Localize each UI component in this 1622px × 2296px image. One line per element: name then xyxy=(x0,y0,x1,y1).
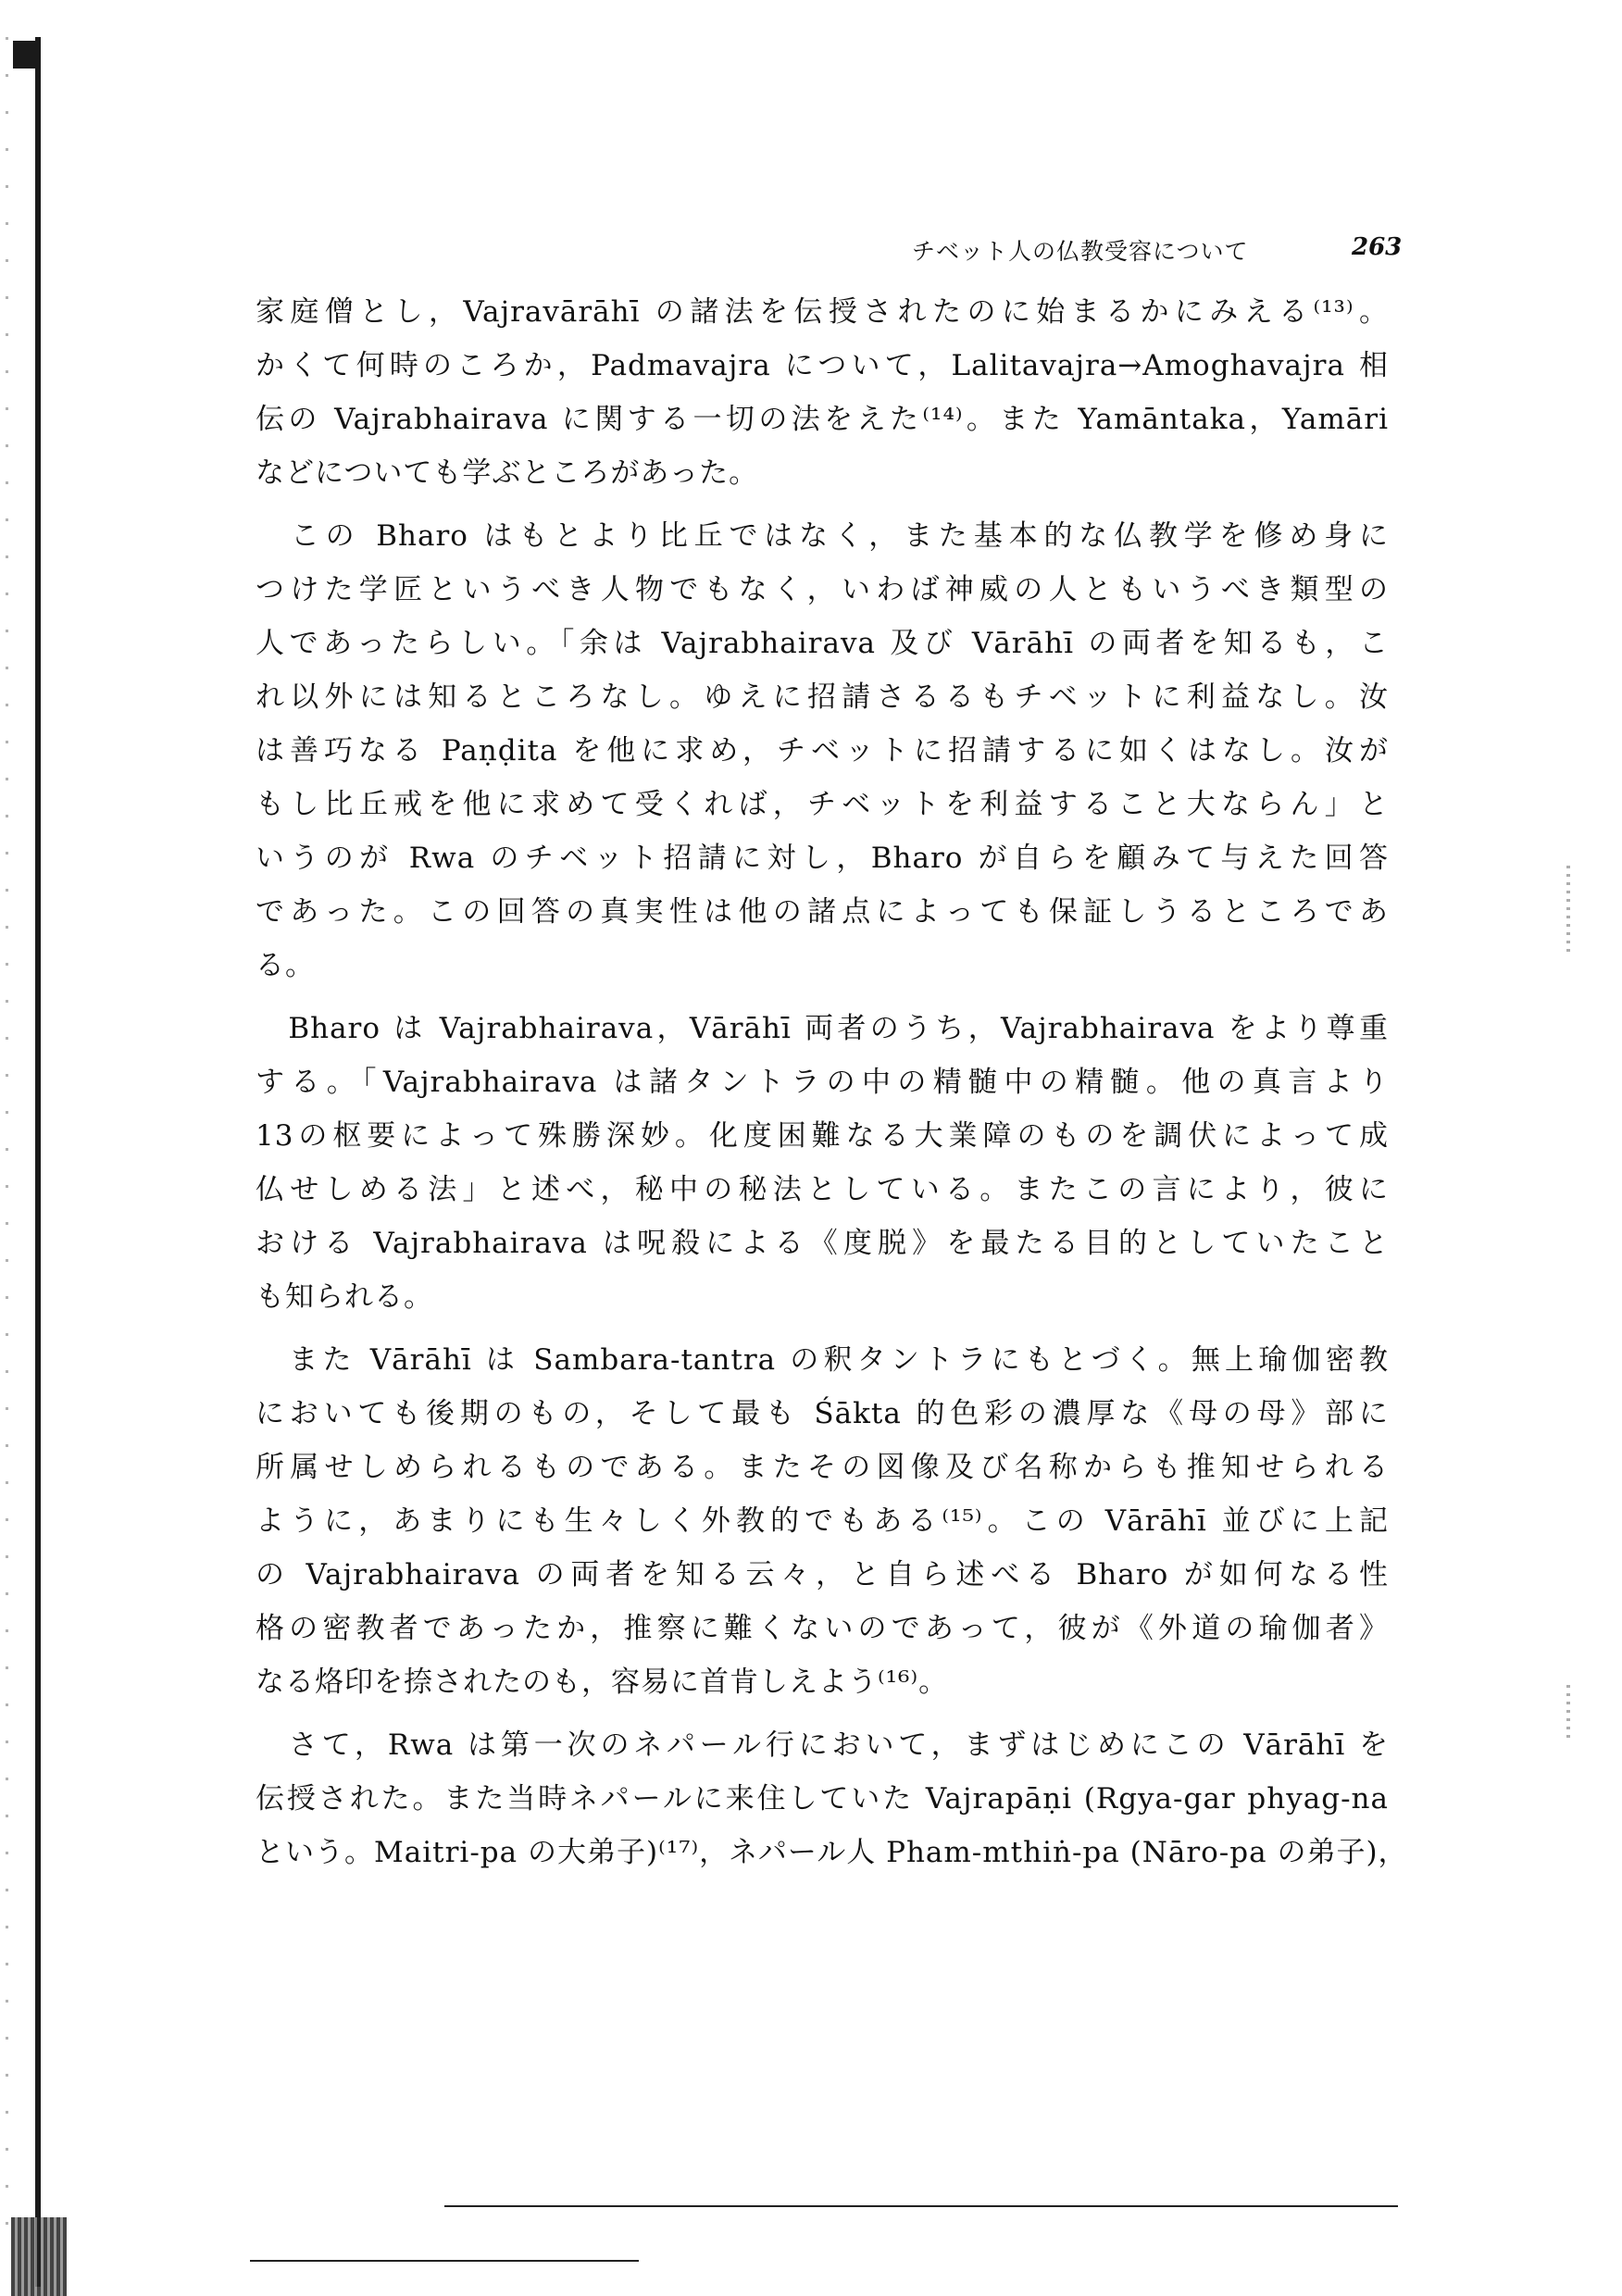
body-text xyxy=(256,285,1408,1879)
edge-speckle-1 xyxy=(1566,866,1570,954)
text-line: Bharo は Vajrabhairava，Vārāhī 両者のうち，Vajrabhairava をより尊重 xyxy=(256,1012,1389,1045)
text-line: 所属せしめられるものである。またその図像及び名称からも推知せられる xyxy=(256,1451,1389,1484)
paragraph xyxy=(256,1718,1408,1879)
text-line: かくて何時のころか，Padmavajra について，Lalitavajra→Amoghavajra 相 xyxy=(256,349,1389,382)
text-line: る。 xyxy=(256,949,315,982)
text-line: もし比丘戒を他に求めて受くれば，チベットを利益すること大ならん」と xyxy=(256,788,1389,821)
binding-edge-shadow xyxy=(35,37,41,2287)
paragraph xyxy=(256,1002,1389,1324)
text-line: さて，Rwa は第一次のネパール行において，まずはじめにこの Vārāhī を xyxy=(256,1728,1389,1762)
text-line: なる烙印を捺されたのも，容易に首肯しえよう⁽¹⁶⁾。 xyxy=(256,1666,949,1699)
text-line: 格の密教者であったか，推察に難くないのであって，彼が《外道の瑜伽者》 xyxy=(256,1612,1389,1645)
text-line: れ以外には知るところなし。ゆえに招請さるるもチベットに利益なし。汝 xyxy=(256,680,1389,714)
pen-underline-1 xyxy=(444,2205,1398,2207)
text-line: 仏せしめる法」と述べ，秘中の秘法としている。またこの言により，彼に xyxy=(256,1173,1389,1206)
text-line: 13の枢要によって殊勝深妙。化度困難なる大業障のものを調伏によって成 xyxy=(256,1119,1389,1153)
binding-edge-mark-top xyxy=(13,41,37,69)
paragraph xyxy=(256,509,1389,992)
text-line: 伝の Vajrabhairava に関する一切の法をえた⁽¹⁴⁾。また Yamāntaka，Yamāri xyxy=(256,403,1389,436)
text-line: おける Vajrabhairava は呪殺による《度脱》を最たる目的としていたこと xyxy=(256,1227,1389,1260)
binding-edge-dots xyxy=(6,37,8,2259)
text-line: においても後期のもの，そして最も Śākta 的色彩の濃厚な《母の母》部に xyxy=(256,1397,1389,1430)
text-line: ように，あまりにも生々しく外教的でもある⁽¹⁵⁾。この Vārāhī 並びに上記 xyxy=(256,1504,1389,1538)
text-line: の Vajrabhairava の両者を知る云々，と自ら述べる Bharo が如何なる性 xyxy=(256,1558,1389,1591)
text-line: いうのが Rwa のチベット招請に対し，Bharo が自らを顧みて与えた回答 xyxy=(256,842,1389,875)
text-line: などについても学ぶところがあった。 xyxy=(256,456,759,490)
text-line: という。Maitri-pa の大弟子)⁽¹⁷⁾，ネパール人 Pham-mthiṅ-pa (Nāro-pa の弟子)， xyxy=(256,1836,1408,1869)
text-line: であった。この回答の真実性は他の諸点によっても保証しうるところであ xyxy=(256,895,1389,929)
text-line: 伝授された。また当時ネパールに来住していた Vajrapāṇi (Rgya-gar phyag-na xyxy=(256,1782,1389,1816)
paragraph xyxy=(256,285,1389,500)
text-line: する。「Vajrabhairava は諸タントラの中の精髄中の精髄。他の真言より xyxy=(256,1066,1389,1099)
text-line: は善巧なる Paṇḍita を他に求め，チベットに招請するに如くはなし。汝が xyxy=(256,734,1389,767)
text-line: つけた学匠というべき人物でもなく，いわば神威の人ともいうべき類型の xyxy=(256,573,1389,606)
text-line: また Vārāhī は Sambara-tantra の釈タントラにもとづく。無上瑜伽密教 xyxy=(256,1343,1389,1377)
text-line: 家庭僧とし，Vajravārāhī の諸法を伝授されたのに始まるかにみえる⁽¹³⁾。 xyxy=(256,295,1389,329)
running-head: チベット人の仏教受容について xyxy=(912,238,1249,265)
edge-speckle-2 xyxy=(1566,1685,1570,1741)
binding-edge-mark-bottom xyxy=(11,2217,67,2296)
paragraph xyxy=(256,1333,1389,1709)
pen-underline-2 xyxy=(250,2260,639,2262)
text-line: も知られる。 xyxy=(256,1280,433,1314)
text-line: 人であったらしい。「余は Vajrabhairava 及び Vārāhī の両者を知るも，こ xyxy=(256,627,1389,660)
text-line: この Bharo はもとより比丘ではなく，また基本的な仏教学を修め身に xyxy=(256,519,1389,553)
page-number: 263 xyxy=(1352,233,1403,261)
